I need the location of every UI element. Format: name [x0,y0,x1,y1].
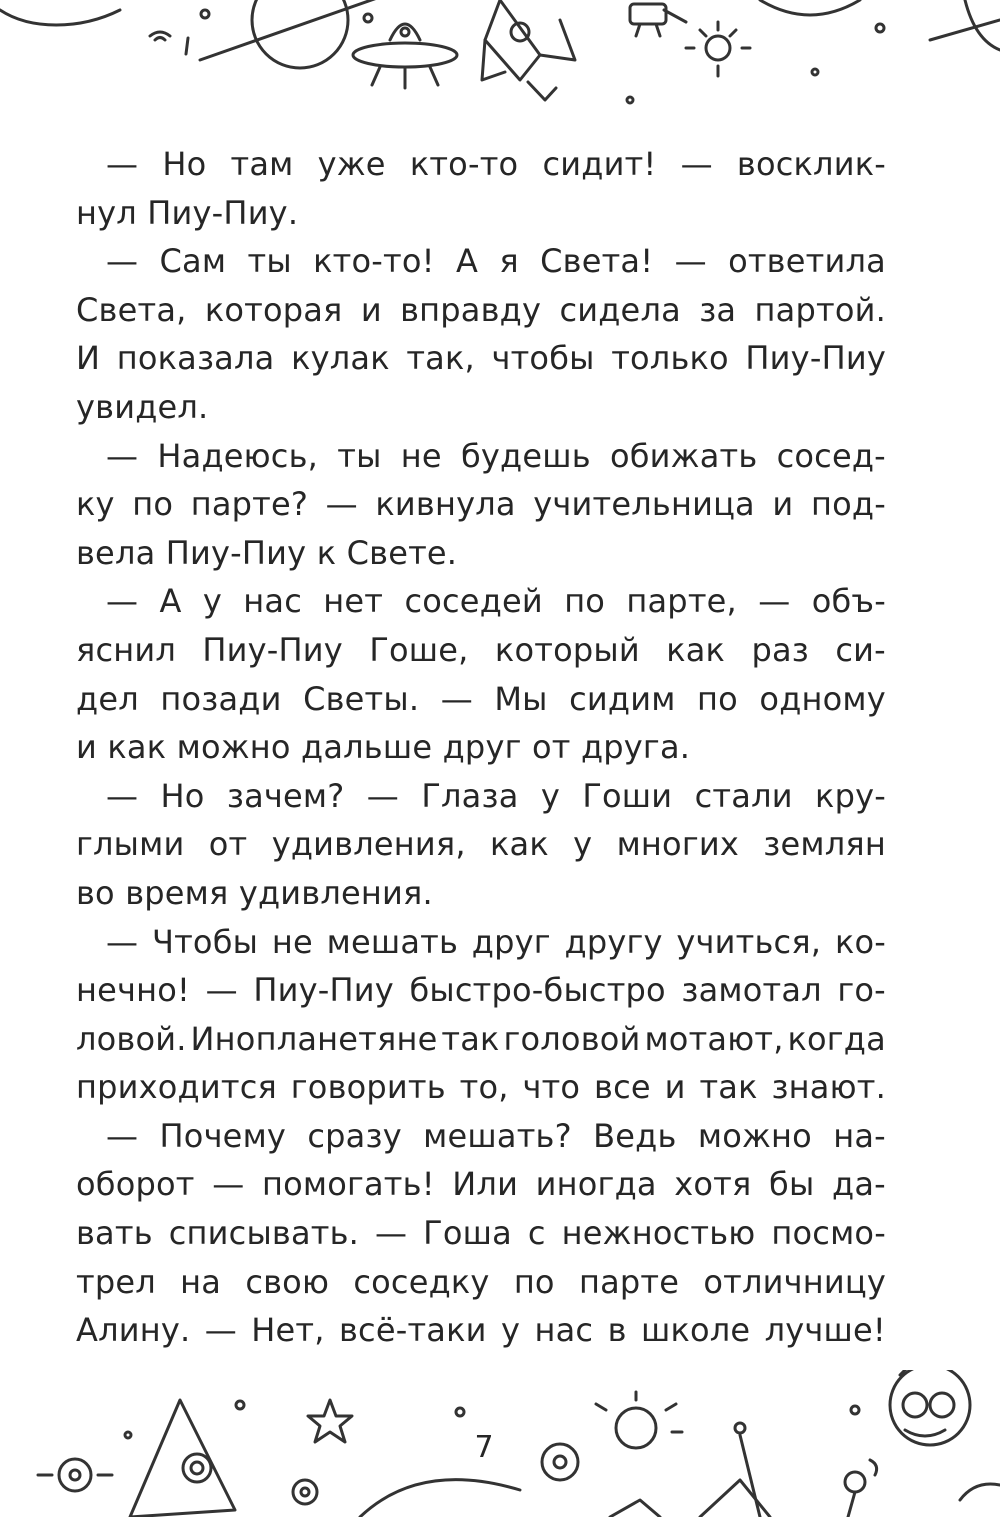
word: сразу [307,1116,402,1155]
word: соседей [404,582,543,621]
text-line-p4-l3 [76,675,886,724]
word: быстро-быстро [409,971,666,1010]
word: Мы [494,679,548,718]
word: уже [317,145,386,183]
word: — [375,1214,408,1253]
word: Ведь [593,1116,677,1155]
text-line-p1-l1 [76,140,886,189]
word: глыми [76,825,185,864]
text-line-p7-l1 [76,1112,886,1161]
text-line-p1-l2: нул Пиу-Пиу. [76,193,299,232]
word: я [499,242,519,281]
word: так, [406,339,475,378]
word: Света, [76,290,187,329]
word: посмо- [771,1214,886,1253]
text-line-p2-l3 [76,334,886,383]
word: Пиу-Пиу [253,971,394,1010]
orbit-target-icon [38,1459,112,1491]
text-line-p7-l4 [76,1258,886,1307]
text-line-p3-l2 [76,480,886,529]
word: Сам [159,242,227,281]
word: сидит! [542,145,657,183]
word: И [76,339,101,378]
word: нас [243,582,303,621]
word: другу [564,922,663,961]
word: Но [160,776,205,815]
word: раз [751,630,809,669]
word: все [594,1068,651,1107]
word: — [204,1311,237,1350]
word: нежностью [561,1214,756,1253]
text-line-p2-l2 [76,286,886,335]
word: парте, [626,582,737,621]
word: позади [160,679,282,718]
word: ку [76,485,115,524]
word: сосед- [776,436,886,475]
rocket-icon [482,0,575,100]
word: кивнула [375,485,516,524]
word: мотают, [644,1019,784,1058]
bottom-doodle-border [0,1370,1000,1517]
text-line-p7-l5 [76,1306,886,1355]
text-line-p2-l1 [76,237,886,286]
body-text [76,140,886,1355]
word: и [772,485,794,524]
word: за [699,290,737,329]
word: да- [832,1165,886,1204]
small-circles-icon [125,1401,859,1438]
word: А [159,582,182,621]
text-line-p6-l3 [76,1015,886,1064]
word: — [106,922,139,961]
word: Алину. [76,1311,191,1350]
ufo-icon [353,24,457,88]
text-line-p5-l1 [76,772,886,821]
word: ответила [728,242,886,281]
word: показала [116,339,275,378]
word: свою [245,1262,330,1301]
word: приходится [76,1068,277,1107]
word: так [441,1019,500,1058]
word: Инопланетяне [190,1019,438,1058]
text-line-p4-l4: и как можно дальше друг от друга. [76,728,691,767]
word: ты [337,436,382,475]
word: по [132,485,174,524]
word: так [699,1068,758,1107]
word: ловой. [76,1019,187,1058]
word: Глаза [421,776,519,815]
word: соседку [353,1262,490,1301]
word: у [202,582,222,621]
word: ты [247,242,292,281]
word: у [573,825,593,864]
word: Светы. [303,679,420,718]
alien-face-icon [890,1370,970,1445]
word: по [513,1262,555,1301]
word: объ- [811,582,886,621]
word: многих [616,825,739,864]
word: которая [204,290,343,329]
word: Света! [540,242,654,281]
word: в [607,1311,627,1350]
satellite-icon [630,4,686,36]
word: сидела [559,290,681,329]
text-line-p3-l3: вела Пиу-Пиу к Свете. [76,533,458,572]
word: восклик- [736,145,886,183]
word: по [564,582,606,621]
word: Пиу-Пиу [202,630,343,669]
word: одному [759,679,886,718]
word: — [680,145,713,183]
word: Гоши [582,776,673,815]
word: всё-таки [338,1311,487,1350]
text-line-p7-l3 [76,1209,886,1258]
word: трел [76,1262,156,1301]
word: хотя [674,1165,752,1204]
word: яснил [76,630,177,669]
text-line-p5-l3: во время удивления. [76,873,433,912]
word: — [366,776,399,815]
word: знают. [771,1068,886,1107]
word: — [106,1116,139,1155]
word: который [494,630,640,669]
sun-icon [542,1392,682,1480]
word: оборот [76,1165,195,1204]
word: на- [833,1116,886,1155]
word: стали [694,776,793,815]
word: по [697,679,738,718]
text-line-p7-l2 [76,1160,886,1209]
word: — [106,145,139,183]
word: как [489,825,549,864]
word: — [205,971,238,1010]
word: — [212,1165,245,1204]
text-line-p6-l2 [76,966,886,1015]
word: вправду [400,290,542,329]
word: школе [640,1311,751,1350]
antenna-icon [845,1460,1000,1517]
word: говорить [290,1068,446,1107]
word: чтобы [491,339,595,378]
planet-ring-icon [0,0,400,68]
word: не [400,436,442,475]
word: — [106,582,139,621]
planet-icon [293,1480,520,1517]
word: Почему [159,1116,287,1155]
word: го- [837,971,886,1010]
text-line-p6-l4 [76,1063,886,1112]
word: не [271,922,313,961]
word: будешь [460,436,591,475]
word: когда [787,1019,886,1058]
word: Надеюсь, [157,436,319,475]
word: друг [471,922,551,961]
word: под- [810,485,886,524]
word: — [758,582,791,621]
word: — [106,776,139,815]
text-line-p3-l1 [76,432,886,481]
word: у [501,1311,521,1350]
word: ко- [834,922,886,961]
word: мешать? [423,1116,572,1155]
planet-icon [760,0,1000,50]
star-icon [308,1400,352,1442]
word: и [664,1068,686,1107]
word: обижать [609,436,758,475]
word: Нет, [251,1311,325,1350]
word: что [522,1068,581,1107]
word: учиться, [676,922,822,961]
word: нас [534,1311,594,1350]
word: Но [162,145,207,183]
word: помогать! [261,1165,435,1204]
word: у [540,776,560,815]
text-line-p5-l2 [76,820,886,869]
word: Чтобы [151,922,259,961]
word: — [325,485,358,524]
word: кру- [815,776,886,815]
text-line-p4-l1 [76,577,886,626]
word: и [360,290,382,329]
word: на [180,1262,222,1301]
word: удивления, [271,825,466,864]
word: партой. [754,290,886,329]
word: парте? [190,485,309,524]
text-line-p4-l2 [76,626,886,675]
text-line-p6-l1 [76,918,886,967]
word: си- [835,630,886,669]
word: кулак [291,339,390,378]
page-number: 7 [474,1430,494,1465]
word: — [440,679,473,718]
word: как [666,630,726,669]
word: только [611,339,729,378]
word: то, [459,1068,509,1107]
word: Гоше, [369,630,469,669]
word: нечно! [76,971,191,1010]
word: землян [763,825,886,864]
top-doodle-border [0,0,1000,120]
word: головой [503,1019,641,1058]
word: иногда [535,1165,657,1204]
word: кто-то! [313,242,435,281]
sun-icon [686,22,750,76]
word: — [106,242,139,281]
word: Гоша [423,1214,512,1253]
word: зачем? [226,776,345,815]
text-line-p2-l4: увидел. [76,387,209,426]
word: парте [578,1262,680,1301]
word: — [674,242,707,281]
word: А [455,242,479,281]
word: списывать. [168,1214,360,1253]
satellite-icon [610,1423,770,1517]
word: нет [323,582,384,621]
word: — [106,436,139,475]
word: учительница [533,485,755,524]
antenna-icon [150,32,188,54]
word: Или [452,1165,519,1204]
word: можно [697,1116,812,1155]
word: кто-то [409,145,519,183]
word: лучше! [764,1311,886,1350]
word: сидим [569,679,676,718]
word: Пиу-Пиу [745,339,886,378]
word: бы [769,1165,815,1204]
word: замотал [681,971,822,1010]
word: отличницу [703,1262,886,1301]
word: вать [76,1214,153,1253]
word: дел [76,679,139,718]
word: с [527,1214,546,1253]
word: там [230,145,294,183]
rocket-icon [130,1400,235,1517]
word: мешать [326,922,459,961]
word: от [208,825,248,864]
